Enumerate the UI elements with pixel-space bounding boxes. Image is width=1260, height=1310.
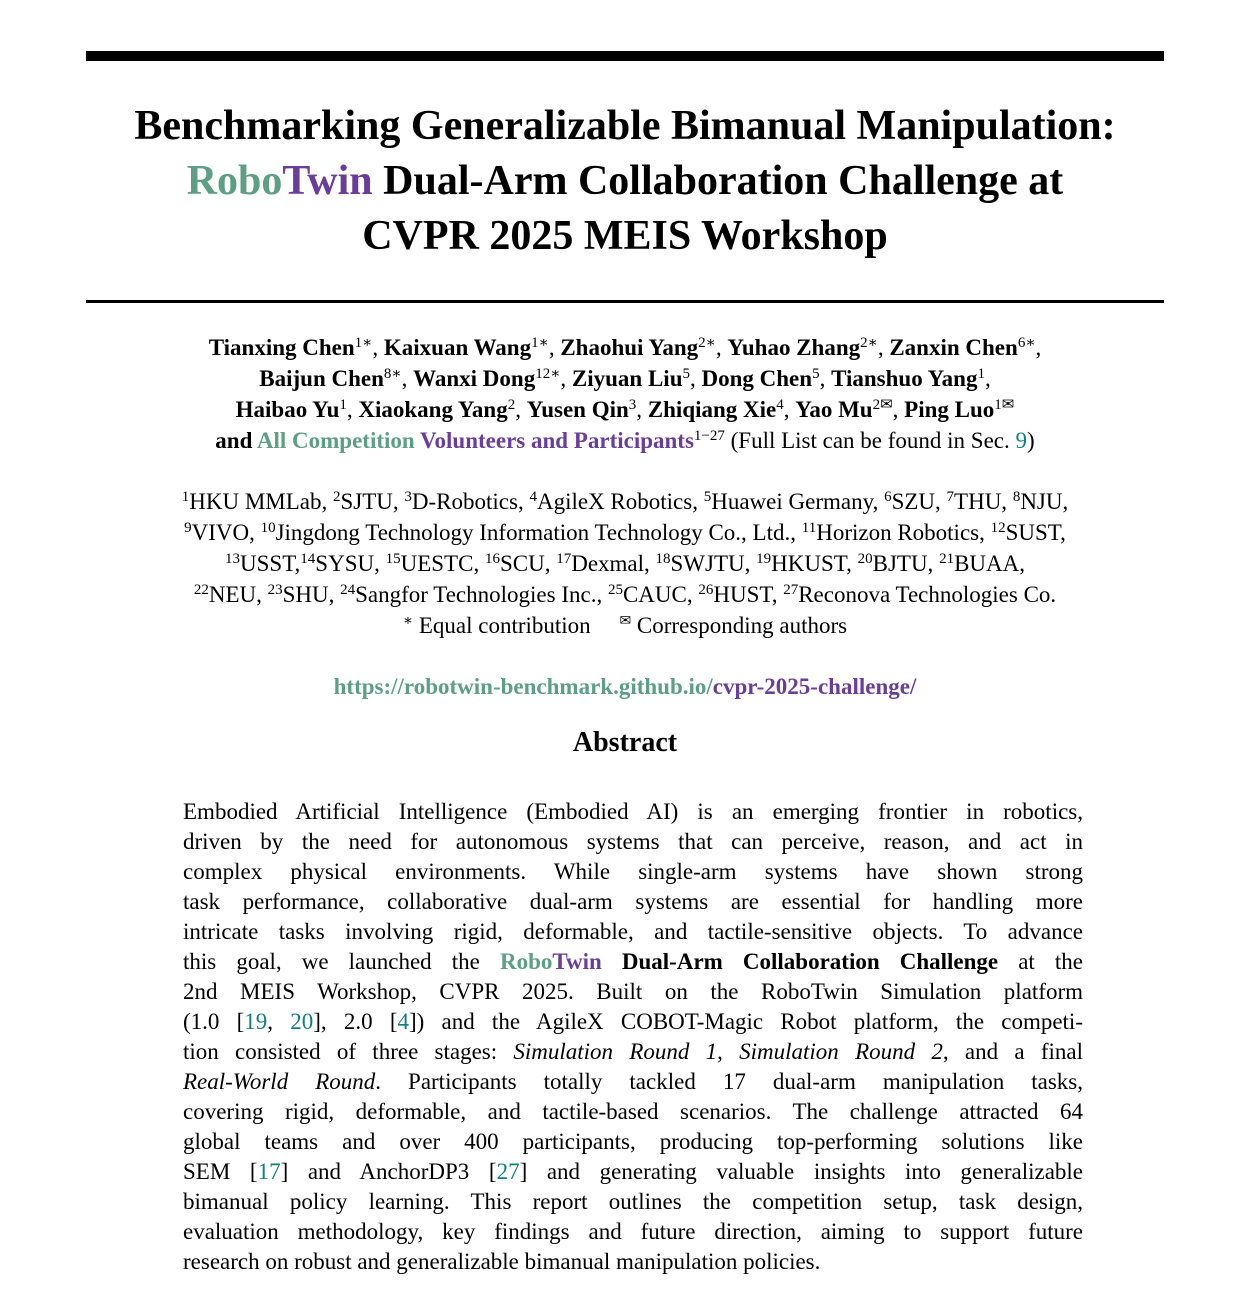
stage-name: Simulation Round 1: [513, 1039, 718, 1064]
affil-number: 6: [884, 489, 892, 505]
stage-name: Real-World Round: [183, 1069, 376, 1094]
author-affil-sup: 3: [628, 397, 637, 413]
abstract-line: [183, 1157, 1083, 1187]
author-affil-sup: 4: [776, 397, 784, 413]
abstract-line: bimanual policy learning. This report outlines the competition setup, task design,: [183, 1189, 1083, 1214]
affil-name: Sangfor Technologies Inc.,: [355, 582, 608, 607]
author-name: Yusen Qin: [526, 397, 629, 422]
url-part-1[interactable]: https://robotwin-benchmark.github.io/: [333, 674, 713, 699]
author-name: Xiaokang Yang: [358, 397, 508, 422]
title-line-3: CVPR 2025 MEIS Workshop: [362, 213, 888, 259]
affil-line-3: [60, 548, 1190, 579]
abstract-line: [183, 1007, 1083, 1037]
citation-link[interactable]: 27: [496, 1159, 520, 1184]
affil-name: BJTU,: [872, 551, 940, 576]
title-line-1: Benchmarking Generalizable Bimanual Manipulation:: [134, 103, 1116, 149]
title-robo: Robo: [186, 158, 283, 204]
author-affil-sup: 1✉: [994, 397, 1015, 413]
author-line-3: Haibao Yu$^1$, Xiaokang Yang$^2$, Yusen Qin$^3$, Zhiqiang Xie$^4$, Yao $Mu^{2✉}$, Ping Luo$^{1✉}$: [235, 397, 1015, 422]
author-name: Zanxin Chen: [889, 335, 1018, 360]
title-twin: Twin: [282, 158, 373, 204]
affil-name: Horizon Robotics,: [816, 520, 991, 545]
abstract-line: global teams and over 400 participants, producing top-performing solutions like: [183, 1129, 1083, 1154]
volunteers-link[interactable]: Volunteers and Participants: [420, 428, 694, 453]
abstract-text: ]) and the AgileX COBOT-Magic Robot platform, the competi-: [408, 1009, 1083, 1034]
affil-number: 16: [484, 551, 500, 567]
affil-name: Reconova Technologies Co.: [798, 582, 1057, 607]
affil-name: BUAA,: [954, 551, 1025, 576]
affil-name: SCU,: [499, 551, 557, 576]
author-affil-sup: 1: [339, 397, 347, 413]
author-name: Dong Chen: [701, 366, 813, 391]
affil-number: 25: [607, 582, 623, 598]
author-name: Zhaohui Yang: [560, 335, 699, 360]
full-list-text: (Full List can be found in Sec.: [724, 428, 1016, 453]
abstract-text: ,: [717, 1039, 740, 1064]
abstract-line: evaluation methodology, key findings and future direction, aiming to support future: [183, 1219, 1083, 1244]
affil-number: 20: [857, 551, 873, 567]
affil-line-4: [60, 579, 1190, 610]
close-paren: ): [1027, 428, 1035, 453]
author-name: Ziyuan Liu: [571, 366, 683, 391]
equal-contribution-text: Equal contribution: [413, 613, 591, 638]
abstract-line: intricate tasks involving rigid, deformable, and tactile-sensitive objects. To advance: [183, 919, 1083, 944]
affil-number: 19: [756, 551, 772, 567]
affil-name: D-Robotics,: [411, 489, 530, 514]
author-affil-sup: 2✉: [872, 397, 893, 413]
abstract-text: ] and generating valuable insights into generalizable: [519, 1159, 1084, 1184]
abstract-text: ] and AnchorDP3 [: [280, 1159, 497, 1184]
author-name: Tianshuo Yang: [831, 366, 978, 391]
affil-name: CAUC,: [622, 582, 699, 607]
all-competition-link[interactable]: All Competition: [256, 428, 421, 453]
abstract-line: task performance, collaborative dual-arm systems are essential for handling more: [183, 889, 1083, 914]
author-affil-sup: 8∗: [383, 366, 402, 382]
affil-number: 21: [939, 551, 955, 567]
author-affil-sup: 1∗: [354, 335, 373, 351]
author-line-1: Tianxing Chen$^{1∗}$, Kaixuan Wang$^{1∗}$, Zhaohui Yang$^{2∗}$, Yuhao Zhang$^{2∗}$, Zanxin Chen$^{6∗}$,: [208, 335, 1042, 360]
author-list: [60, 332, 1190, 456]
affil-number: 15: [385, 551, 401, 567]
affil-number: 13: [225, 551, 240, 567]
citation-link[interactable]: 19: [244, 1009, 268, 1034]
author-affil-sup: 1−27: [693, 428, 725, 444]
abstract-line: Embodied Artificial Intelligence (Embodied AI) is an emerging frontier in robotics,: [183, 799, 1083, 824]
abstract-line: driven by the need for autonomous systems that can perceive, reason, and act in: [183, 829, 1083, 854]
mail-icon: ✉: [619, 614, 632, 629]
author-name: Ping Luo: [904, 397, 995, 422]
author-affil-sup: 1: [977, 366, 985, 382]
abstract-body: [183, 797, 1083, 1277]
abstract-text: ,: [267, 1009, 291, 1034]
citation-link[interactable]: 20: [290, 1009, 314, 1034]
author-affil-sup: 2∗: [698, 335, 716, 351]
abstract-text: (1.0 [: [183, 1009, 245, 1034]
contribution-note: [60, 610, 1190, 641]
corresponding-authors-text: Corresponding authors: [631, 613, 848, 638]
affil-number: 12: [990, 520, 1006, 536]
author-name: Yuhao Zhang: [727, 335, 861, 360]
abstract-line: [183, 1037, 1083, 1067]
abstract-line: research on robust and generalizable bimanual manipulation policies.: [183, 1249, 821, 1274]
affiliations: [60, 486, 1190, 641]
abstract-line: 2nd MEIS Workshop, CVPR 2025. Built on the RoboTwin Simulation platform: [183, 979, 1083, 1004]
abstract-text: . Participants totally tackled 17 dual-arm manipulation tasks,: [375, 1069, 1083, 1094]
author-name: Yao Mu: [795, 397, 873, 422]
affil-number: 10: [260, 520, 276, 536]
affil-name: SYSU,: [315, 551, 386, 576]
affil-name: AgileX Robotics,: [536, 489, 704, 514]
abstract-text: , and a final: [942, 1039, 1083, 1064]
affil-name: Huawei Germany,: [711, 489, 885, 514]
affil-name: HKU MMLab,: [189, 489, 333, 514]
affil-number: 7: [946, 489, 955, 505]
url-part-2[interactable]: cvpr-2025-challenge/: [712, 674, 917, 699]
affil-number: 18: [655, 551, 671, 567]
section-ref-link[interactable]: 9: [1015, 428, 1028, 453]
affil-number: 24: [340, 582, 356, 598]
affil-name: THU,: [954, 489, 1013, 514]
affil-name: NEU,: [208, 582, 268, 607]
author-name: Tianxing Chen: [208, 335, 355, 360]
affil-line-1: [60, 486, 1190, 517]
abstract-text: SEM [: [183, 1159, 258, 1184]
affil-number: 3: [404, 489, 412, 505]
affil-name: NJU,: [1020, 489, 1069, 514]
author-affil-sup: 5: [812, 366, 820, 382]
affil-number: 5: [703, 489, 712, 505]
affil-name: HUST,: [713, 582, 784, 607]
affil-name: USST,: [240, 551, 301, 576]
affil-number: 2: [333, 489, 341, 505]
affil-name: VIVO,: [191, 520, 261, 545]
affil-number: 17: [556, 551, 572, 567]
author-name: Zhiqiang Xie: [647, 397, 777, 422]
paper-title: [60, 99, 1190, 264]
affil-name: SWJTU,: [670, 551, 757, 576]
title-line-2-rest: Dual-Arm Collaboration Challenge at: [372, 158, 1064, 204]
abstract-line: [183, 1067, 1083, 1097]
affil-number: 1: [181, 489, 190, 505]
author-line-4: [60, 425, 1190, 456]
affil-number: 22: [193, 582, 209, 598]
title-rule: [86, 300, 1164, 303]
affil-number: 26: [698, 582, 714, 598]
affil-name: UESTC,: [400, 551, 485, 576]
and-text: and: [215, 428, 257, 453]
affil-number: 27: [783, 582, 799, 598]
affil-number: 11: [801, 520, 817, 536]
robotwin-robo: Robo: [499, 949, 553, 974]
top-rule: [86, 51, 1164, 61]
author-affil-sup: 1∗: [531, 335, 549, 351]
affil-number: 4: [529, 489, 537, 505]
affil-number: 23: [267, 582, 283, 598]
robotwin-twin: Twin: [552, 949, 602, 974]
abstract-text: this goal, we launched the: [183, 949, 500, 974]
author-name: Wanxi Dong: [413, 366, 536, 391]
author-affil-sup: 12∗: [535, 366, 561, 382]
affil-name: SZU,: [891, 489, 947, 514]
abstract-text: ], 2.0 [: [313, 1009, 398, 1034]
citation-link[interactable]: 17: [257, 1159, 281, 1184]
title-line-2: [60, 154, 1190, 209]
affil-name: Dexmal,: [571, 551, 656, 576]
citation-link[interactable]: 4: [397, 1009, 409, 1034]
equal-mark: ∗: [402, 613, 414, 629]
abstract-text: tion consisted of three stages:: [183, 1039, 514, 1064]
affil-number: 9: [184, 520, 192, 536]
affil-name: Jingdong Technology Information Technology Co., Ltd.,: [275, 520, 802, 545]
author-affil-sup: 5: [682, 366, 690, 382]
author-affil-sup: 2: [507, 397, 516, 413]
author-line-2: Baijun Chen$^{8∗}$, Wanxi Dong$^{12∗}$, Ziyuan Liu$^5$, Dong Chen$^5$, Tianshuo Yang$^1$,: [259, 366, 991, 391]
affil-name: SUST,: [1005, 520, 1066, 545]
author-name: Haibao Yu: [235, 397, 340, 422]
stage-name: Simulation Round 2: [739, 1039, 943, 1064]
affil-name: SHU,: [282, 582, 341, 607]
abstract-text: at the: [998, 949, 1083, 974]
affil-number: 14: [300, 551, 316, 567]
abstract-line: covering rigid, deformable, and tactile-based scenarios. The challenge attracted 64: [183, 1099, 1083, 1124]
abstract-heading: Abstract: [572, 727, 678, 758]
affil-name: SJTU,: [340, 489, 405, 514]
author-name: Baijun Chen: [259, 366, 384, 391]
affil-name: HKUST,: [771, 551, 858, 576]
affil-line-2: [60, 517, 1190, 548]
abstract-line: [183, 947, 1083, 977]
author-affil-sup: 6∗: [1017, 335, 1036, 351]
challenge-name: Dual-Arm Collaboration Challenge: [601, 949, 999, 974]
abstract-line: complex physical environments. While single-arm systems have shown strong: [183, 859, 1083, 884]
project-url[interactable]: [60, 672, 1190, 702]
author-name: Kaixuan Wang: [383, 335, 532, 360]
affil-number: 8: [1012, 489, 1021, 505]
author-affil-sup: 2∗: [860, 335, 878, 351]
